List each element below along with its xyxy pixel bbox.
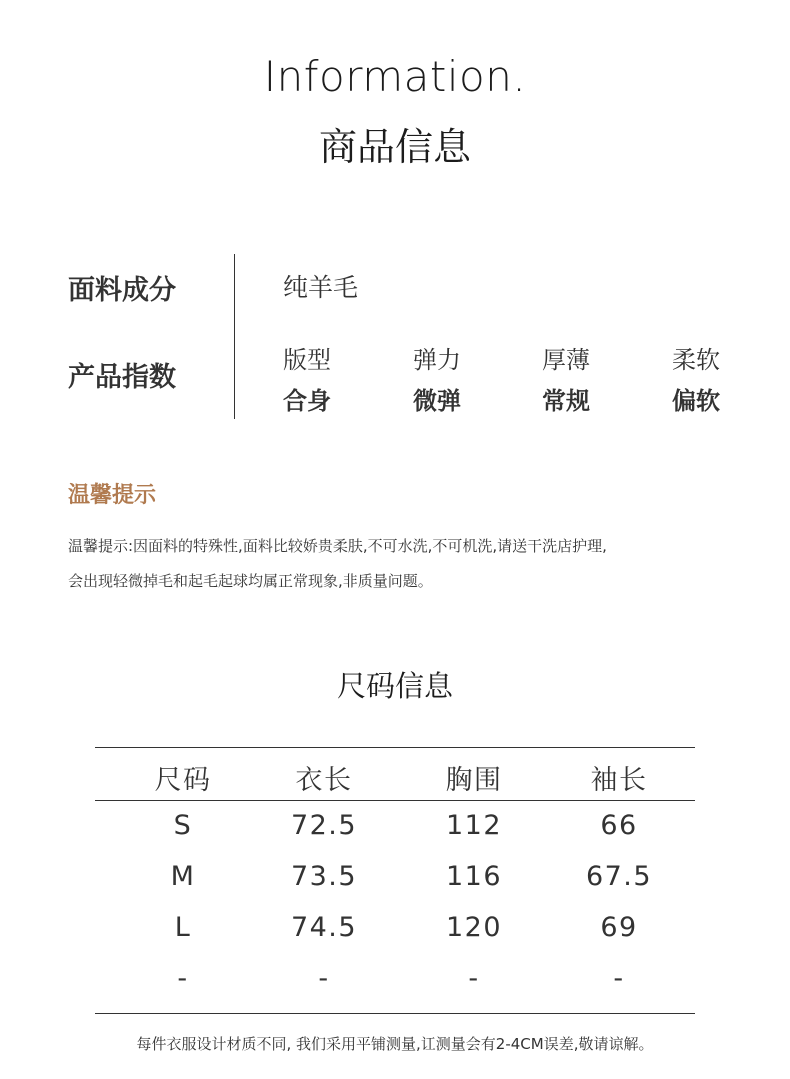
title-english: Information. <box>263 52 527 101</box>
index-value-thickness: 常规 <box>542 387 590 415</box>
table-cell: 120 <box>445 912 503 943</box>
index-value-elasticity: 微弹 <box>413 387 461 415</box>
table-cell: 67.5 <box>585 861 653 892</box>
index-name-fit: 版型 <box>283 346 331 374</box>
table-cell: - <box>613 963 625 994</box>
index-name-thickness: 厚薄 <box>542 346 590 374</box>
table-bottom-rule <box>95 1013 695 1014</box>
index-label: 产品指数 <box>68 362 176 393</box>
table-cell: 116 <box>445 861 503 892</box>
table-cell: 112 <box>445 810 503 841</box>
table-cell: 72.5 <box>290 810 358 841</box>
size-table-title: 尺码信息 <box>336 669 453 703</box>
table-top-rule <box>95 747 695 748</box>
index-value-fit: 合身 <box>283 387 331 415</box>
table-cell: 66 <box>600 810 638 841</box>
table-header-rule <box>95 800 695 801</box>
table-cell: 74.5 <box>290 912 358 943</box>
index-name-elasticity: 弹力 <box>413 346 461 374</box>
measurement-note: 每件衣服设计材质不同, 我们采用平铺测量,讧测量会有2-4CM误差,敬请谅解。 <box>136 1035 654 1053</box>
table-cell: - <box>468 963 480 994</box>
fabric-label: 面料成分 <box>68 275 176 306</box>
tips-text-line-1: 温馨提示:因面料的特殊性,面料比较娇贵柔肤,不可水洗,不可机洗,请送干洗店护理, <box>68 537 607 555</box>
table-header-size: 尺码 <box>154 765 212 796</box>
index-value-softness: 偏软 <box>672 387 720 415</box>
fabric-value: 纯羊毛 <box>283 273 359 302</box>
index-name-softness: 柔软 <box>672 346 720 374</box>
tips-text-line-2: 会出现轻微掉毛和起毛起球均属正常现象,非质量问题。 <box>68 572 433 590</box>
table-cell: - <box>177 963 189 994</box>
table-cell: 73.5 <box>290 861 358 892</box>
table-cell: - <box>318 963 330 994</box>
title-chinese: 商品信息 <box>318 125 471 169</box>
table-cell: M <box>170 861 196 892</box>
table-cell: S <box>173 810 193 841</box>
table-header-chest: 胸围 <box>445 765 503 796</box>
spec-divider <box>234 254 235 419</box>
table-cell: L <box>174 912 192 943</box>
table-header-length: 衣长 <box>295 765 353 796</box>
table-header-sleeve: 袖长 <box>590 765 648 796</box>
tips-title: 温馨提示 <box>68 483 157 508</box>
table-cell: 69 <box>600 912 638 943</box>
